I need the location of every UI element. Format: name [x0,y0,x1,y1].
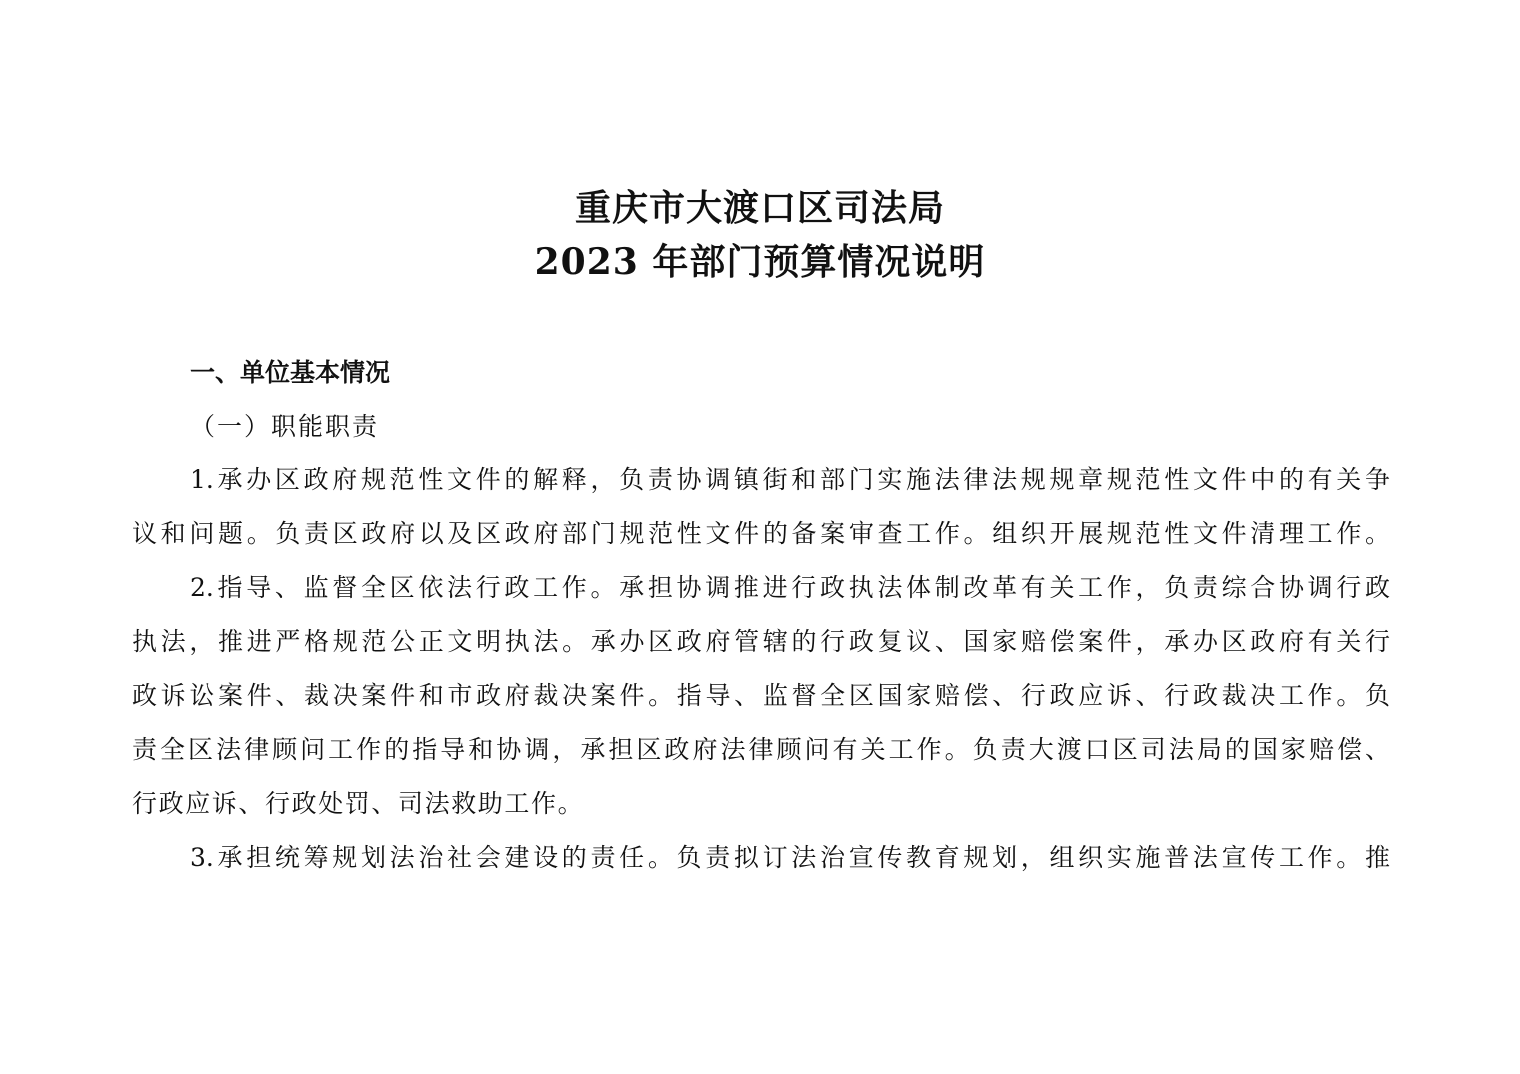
document-title-line1: 重庆市大渡口区司法局 [574,187,945,229]
section-subheading: （一）职能职责 [190,412,380,441]
paragraph-line: 执法，推进严格规范公正文明执法。承办区政府管辖的行政复议、国家赔偿案件，承办区政府有关行 [132,627,1390,656]
paragraph-line: 议和问题。负责区政府以及区政府部门规范性文件的备案审查工作。组织开展规范性文件清理工作。 [132,519,1390,548]
section-heading: 一、单位基本情况 [190,358,391,387]
paragraph-line: 2.指导、监督全区依法行政工作。承担协调推进行政执法体制改革有关工作，负责综合协调行政 [190,573,1390,602]
paragraph-line: 3.承担统筹规划法治社会建设的责任。负责拟订法治宣传教育规划，组织实施普法宣传工作。推 [190,843,1390,872]
paragraph-line: 行政应诉、行政处罚、司法救助工作。 [132,789,585,818]
document-title-line2: 2023 年部门预算情况说明 [534,241,986,283]
paragraph-line: 1.承办区政府规范性文件的解释，负责协调镇街和部门实施法律法规规章规范性文件中的有关争 [190,465,1390,494]
paragraph-line: 政诉讼案件、裁决案件和市政府裁决案件。指导、监督全区国家赔偿、行政应诉、行政裁决工作。负 [132,681,1390,710]
paragraph-line: 责全区法律顾问工作的指导和协调，承担区政府法律顾问有关工作。负责大渡口区司法局的国家赔偿、 [132,735,1390,764]
